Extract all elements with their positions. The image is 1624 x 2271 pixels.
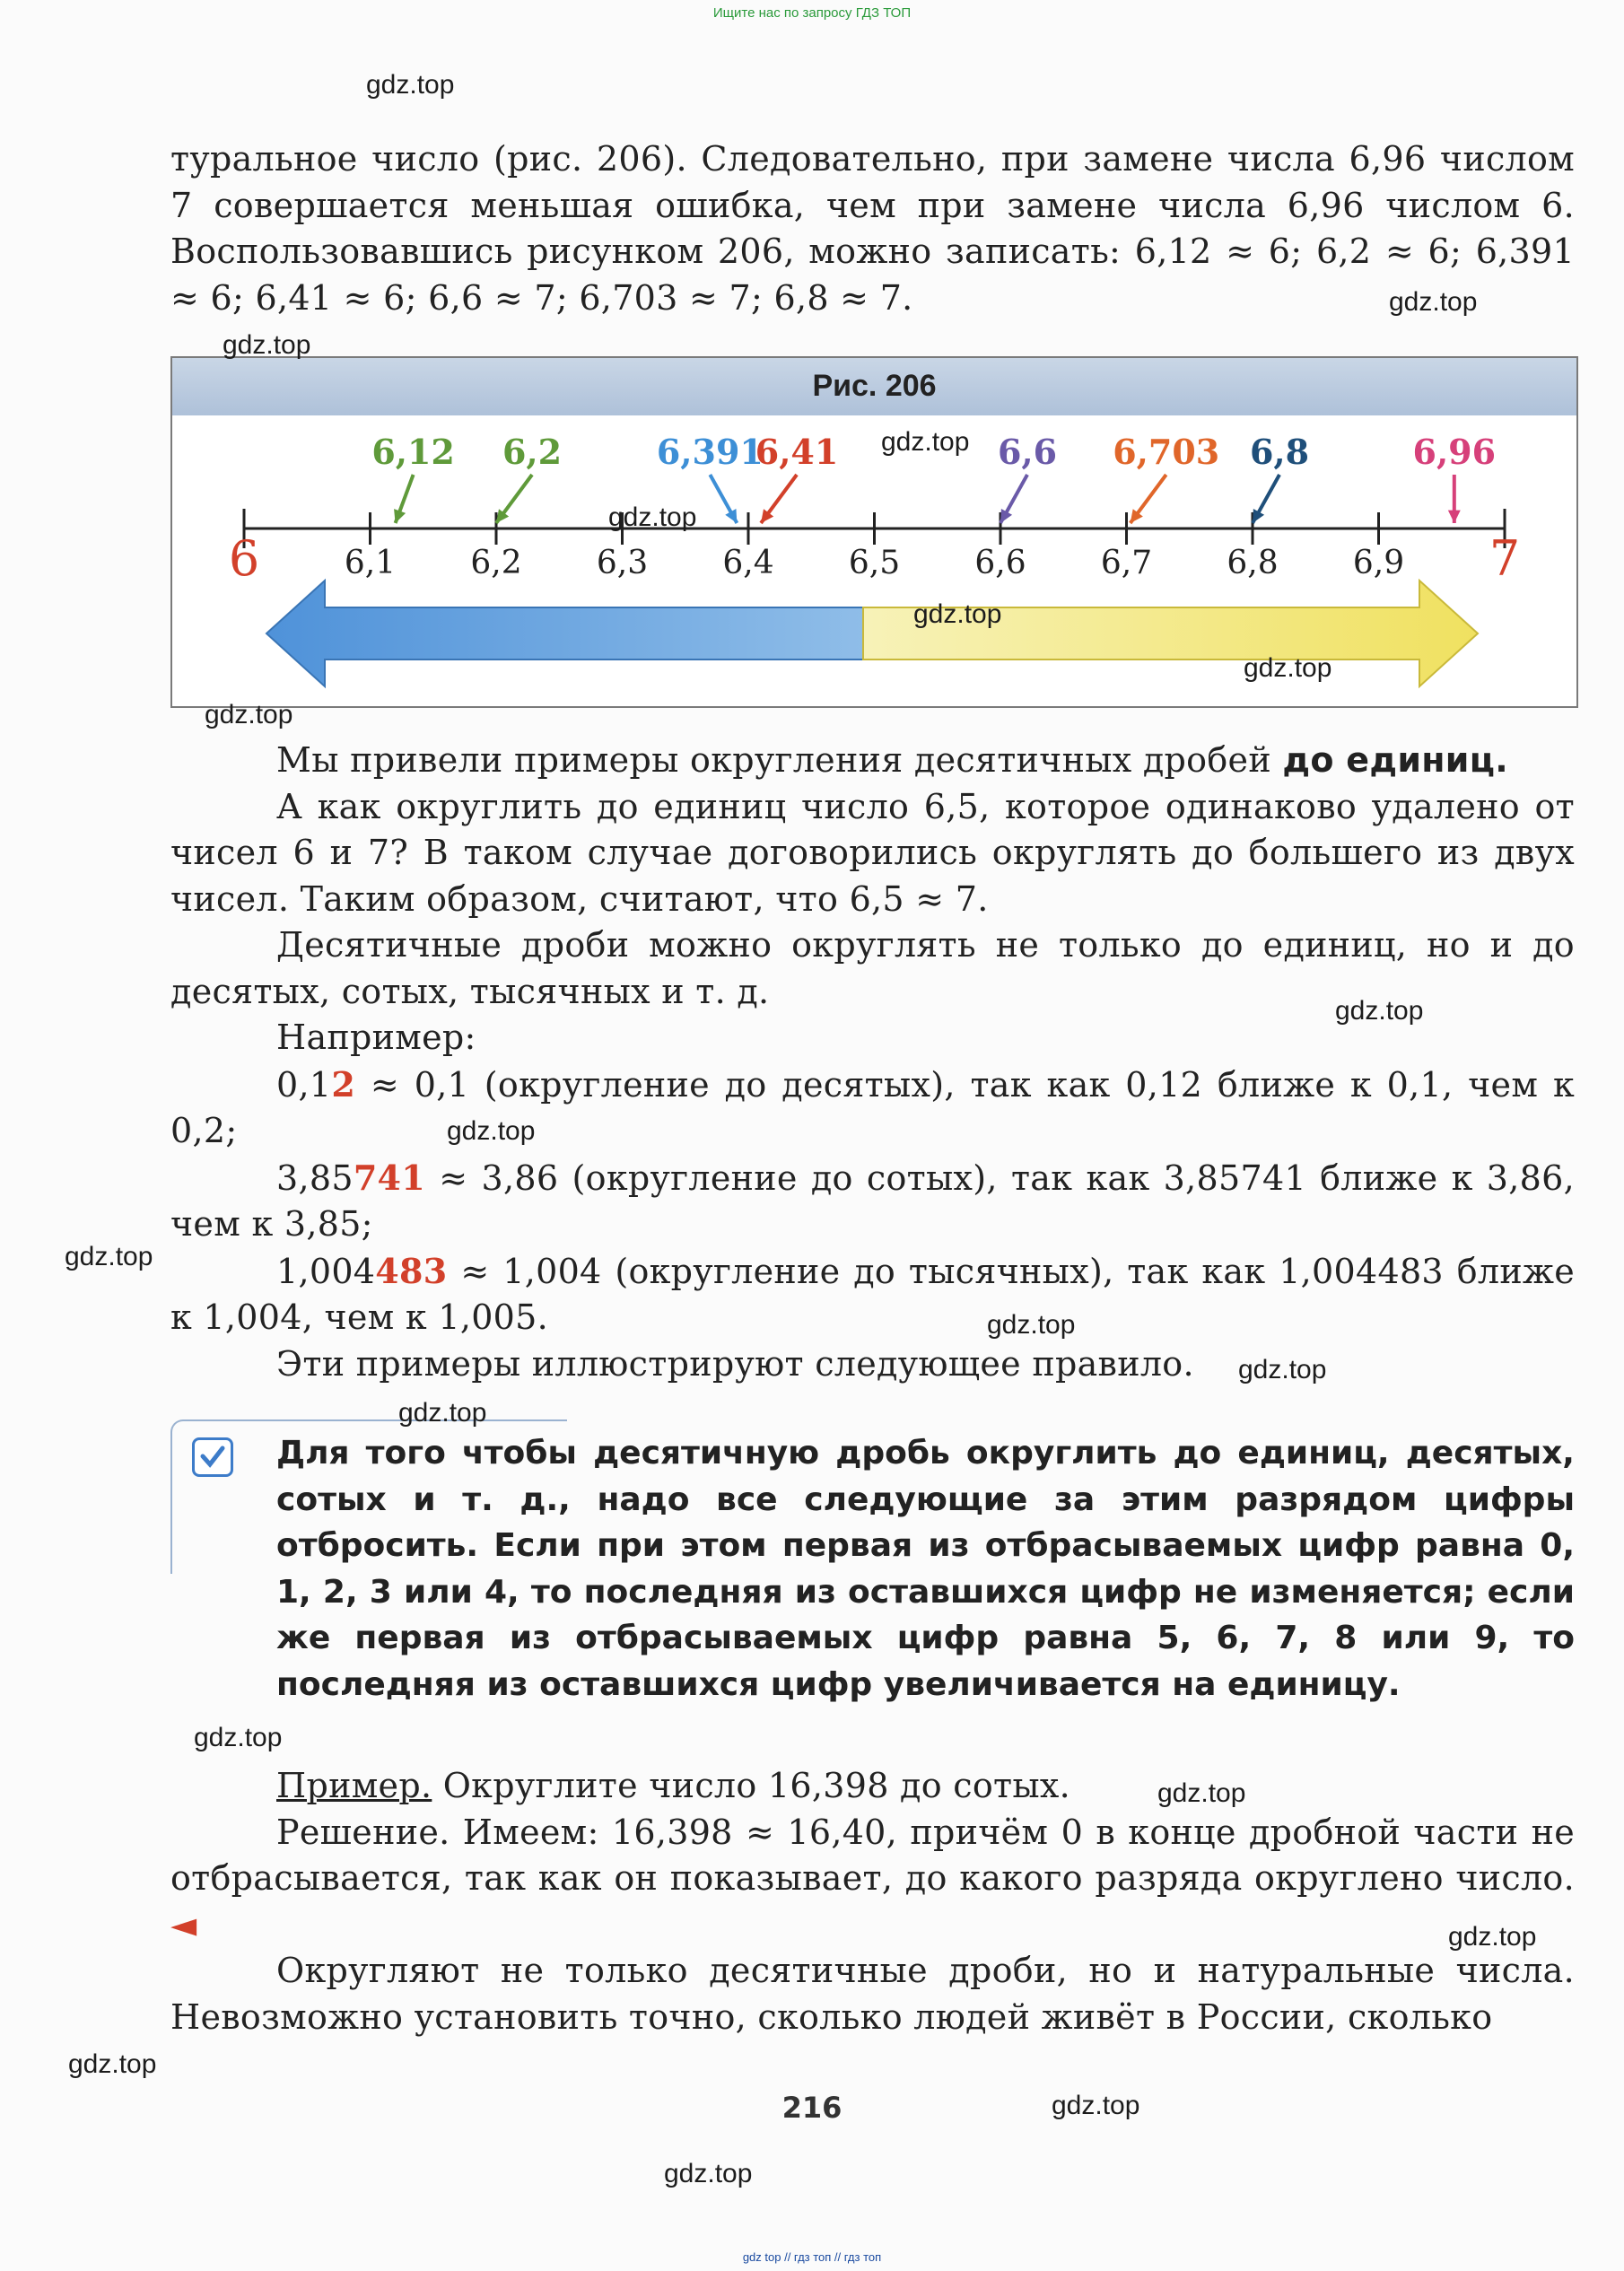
- point-label: 6,8: [1249, 432, 1310, 472]
- point-label: 6,6: [997, 432, 1058, 472]
- solution-text: Решение. Имеем: 16,398 ≈ 16,40, причём 0 в конце дробной части не отбрасывается, так как он показывает, до какого разряда округлено число.: [170, 1812, 1575, 1898]
- ex3-c: ≈ 1,004 (округление до тысячных), так как 1,004483 ближе к 1,004, чем к 1,005.: [170, 1251, 1575, 1337]
- right-end-label: 7: [1489, 530, 1521, 587]
- text-solution: [170, 1810, 1575, 1949]
- rule-box: [170, 1411, 1575, 1703]
- text-example2: [170, 1155, 1575, 1248]
- point-label: 6,391: [656, 432, 764, 472]
- text-para3: А как округлить до единиц число 6,5, которое одинаково удалено от чисел 6 и 7? В таком случае договорились округлять до большего из двух чисел. Таким образом, считают, что 6,5 ≈ 7.: [170, 786, 1575, 919]
- watermark: gdz.top: [1157, 1778, 1246, 1808]
- ex3-b: 483: [375, 1250, 448, 1291]
- text-para2: [170, 738, 1575, 784]
- paragraph-units: [170, 738, 1575, 1387]
- ex3-a: 1,004: [276, 1251, 376, 1291]
- tick-labels: [345, 545, 1404, 581]
- text-para5: Эти примеры иллюстрируют следующее правило.: [276, 1343, 1194, 1384]
- rule-text: Для того чтобы десятичную дробь округлить до единиц, десятых, сотых и т. д., надо все следующие за этим разрядом цифры отбросить. Если при этом первая из отбрасываемых цифр равна 0, 1, 2, 3 или 4, то последняя из оставшихся цифр не изменяется; если же первая из отбрасываемых цифр равна 5, 6, 7, 8 или 9, то последняя из оставшихся цифр увеличивается на единицу.: [276, 1435, 1575, 1703]
- ex1-a: 0,1: [276, 1064, 332, 1105]
- text-para4: Десятичные дроби можно округлять не только до единиц, но и до десятых, сотых, тысячных и т. д.: [170, 925, 1575, 1011]
- text-example-intro: Например:: [276, 1018, 476, 1057]
- watermark: gdz.top: [1335, 996, 1424, 1026]
- left-arrow: [266, 581, 863, 686]
- end-marker-icon: ◄: [170, 1904, 197, 1944]
- point-label: 6,703: [1113, 432, 1220, 472]
- point-label: 6,96: [1412, 432, 1497, 472]
- figure-206: [170, 356, 1578, 708]
- watermark: gdz.top: [398, 1398, 487, 1428]
- tick-label: 6,6: [974, 545, 1026, 581]
- tick-label: 6,2: [470, 545, 522, 581]
- text-example3: [170, 1248, 1575, 1341]
- watermark: gdz.top: [447, 1116, 536, 1146]
- tick-label: 6,5: [848, 545, 901, 581]
- watermark: gdz.top: [1389, 287, 1478, 317]
- text-example1: [170, 1061, 1575, 1155]
- watermark: gdz.top: [1052, 2091, 1140, 2120]
- point-label: 6,12: [371, 432, 455, 472]
- example-task: Округлите число 16,398 до сотых.: [432, 1766, 1071, 1805]
- ex2-c: ≈ 3,86 (округление до сотых), так как 3,85741 ближе к 3,86, чем к 3,85;: [170, 1157, 1575, 1244]
- tick-label: 6,1: [344, 545, 397, 581]
- watermark: gdz.top: [1448, 1922, 1537, 1952]
- watermark: gdz.top: [366, 70, 455, 100]
- text-para6: Округляют не только десятичные дроби, но и натуральные числа. Невозможно установить точно, сколько людей живёт в России, сколько: [170, 1951, 1575, 2037]
- point-arrowhead: [1448, 511, 1461, 523]
- watermark: gdz.top: [205, 700, 293, 729]
- watermark: gdz.top: [68, 2049, 157, 2079]
- tick-label: 6,7: [1100, 545, 1153, 581]
- watermark: gdz.top: [608, 502, 697, 532]
- text-para1: туральное число (рис. 206). Следовательно, при замене числа 6,96 числом 7 совершается меньшая ошибка, чем при замене числа 6,96 числом 6. Воспользовавшись рисунком 206, можно записать: 6,12 ≈ 6; 6,2 ≈ 6; 6,391 ≈ 6; 6,41 ≈ 6; 6,6 ≈ 7; 6,703 ≈ 7; 6,8 ≈ 7.: [170, 139, 1575, 318]
- watermark: gdz.top: [913, 599, 1002, 629]
- header-note: Ищите нас по запросу ГДЗ ТОП: [712, 5, 912, 21]
- point-label: 6,41: [755, 432, 839, 472]
- tick-label: 6,8: [1227, 545, 1279, 581]
- watermark: gdz.top: [664, 2159, 753, 2188]
- watermark: gdz.top: [65, 1242, 153, 1271]
- footer-note: gdz top // гдз топ // гдз топ: [742, 2250, 882, 2264]
- tick-label: 6,4: [722, 545, 774, 581]
- figure-title: Рис. 206: [172, 358, 1576, 415]
- watermark: gdz.top: [1244, 653, 1332, 683]
- left-end-label: 6: [228, 530, 260, 587]
- watermark: gdz.top: [1238, 1355, 1327, 1384]
- ex1-b: 2: [331, 1063, 356, 1105]
- number-line-figure: [172, 358, 1576, 706]
- text-para2-bold: до единиц.: [1282, 740, 1508, 780]
- text-para2-a: Мы привели примеры округления десятичных дробей: [276, 740, 1283, 780]
- right-arrow: [863, 581, 1478, 686]
- text-example: [170, 1763, 1575, 1810]
- point-label: 6,2: [502, 432, 563, 472]
- worked-example: [170, 1763, 1575, 2040]
- tick-label: 6,3: [596, 545, 649, 581]
- ex2-b: 741: [353, 1157, 426, 1198]
- ex1-c: ≈ 0,1 (округление до десятых), так как 0,12 ближе к 0,1, чем к 0,2;: [170, 1064, 1575, 1150]
- paragraph-intro: [170, 136, 1575, 321]
- page-number: 216: [781, 2091, 843, 2125]
- watermark: gdz.top: [881, 427, 970, 457]
- check-icon: [192, 1437, 233, 1477]
- watermark: gdz.top: [223, 330, 311, 360]
- ex2-a: 3,85: [276, 1157, 354, 1198]
- example-label: Пример.: [276, 1766, 432, 1805]
- watermark: gdz.top: [987, 1310, 1076, 1340]
- watermark: gdz.top: [194, 1723, 283, 1752]
- tick-label: 6,9: [1352, 545, 1405, 581]
